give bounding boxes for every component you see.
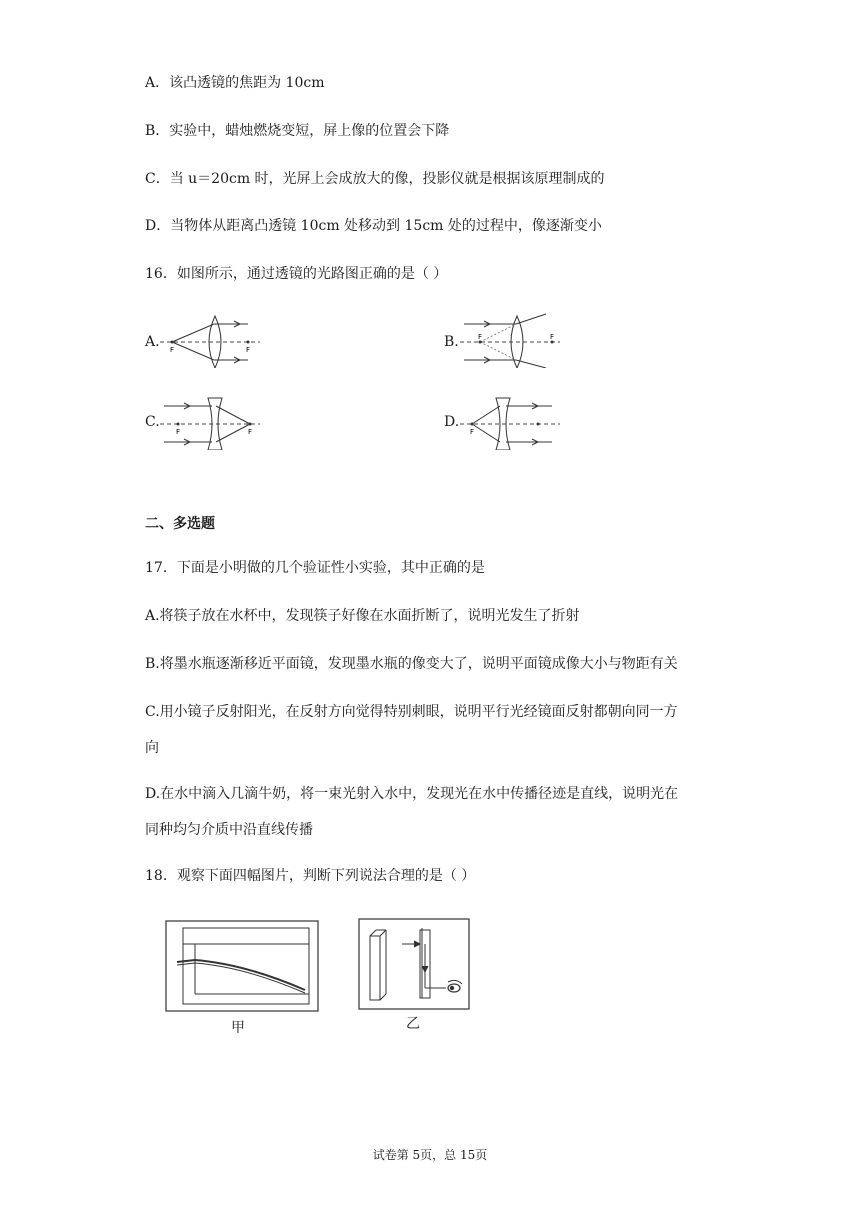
q15-option-a: A．该凸透镜的焦距为 10cm [145,75,325,91]
section-title: 二、多选题 [145,516,215,532]
q18-label-yi: 乙 [406,1016,420,1032]
q16-figure-b [460,312,560,368]
q15-option-d: D．当物体从距离凸透镜 10cm 处移动到 15cm 处的过程中，像逐渐变小 [145,218,602,234]
q16-label-d: D. [444,414,460,430]
q16-stem: 16．如图所示，通过透镜的光路图正确的是（ ） [145,266,448,282]
q18-label-jia: 甲 [231,1020,245,1036]
q16-figure-a [160,312,260,368]
q17-option-a: A.将筷子放在水杯中，发现筷子好像在水面折断了，说明光发生了折射 [145,608,580,624]
q16-c-focus-right: F [248,428,253,436]
q17-option-b: B.将墨水瓶逐渐移近平面镜，发现墨水瓶的像变大了，说明平面镜成像大小与物距有关 [145,656,678,672]
q17-stem: 17．下面是小明做的几个验证性小实验，其中正确的是 [145,560,485,576]
q15-option-b: B．实验中，蜡烛燃烧变短，屏上像的位置会下降 [145,123,450,139]
q18-figure-yi [358,918,470,1010]
q16-b-focus-right: F [550,333,555,341]
q18-figure-jia [165,920,320,1012]
q15-option-c: C．当 u＝20cm 时，光屏上会成放大的像，投影仪就是根据该原理制成的 [145,171,605,187]
q16-label-a: A. [145,334,160,350]
q17-option-d-line1: D.在水中滴入几滴牛奶，将一束光射入水中，发现光在水中传播径迹是直线，说明光在 [145,786,679,802]
q16-a-focus-right: F [246,346,251,354]
q16-d-focus-left: F [470,428,475,436]
q17-option-c-line2: 向 [145,740,159,756]
q16-a-focus-left: F [170,346,175,354]
q16-label-b: B. [444,334,459,350]
page-footer: 试卷第 5页，总 15页 [372,1148,488,1162]
q16-c-focus-left: F [176,428,181,436]
q18-stem: 18．观察下面四幅图片，判断下列说法合理的是（ ） [145,868,476,884]
q17-option-d-line2: 同种均匀介质中沿直线传播 [145,822,313,838]
q16-figure-d [460,394,560,450]
q16-figure-c [160,394,260,450]
q17-option-c-line1: C.用小镜子反射阳光，在反射方向觉得特别刺眼，说明平行光经镜面反射都朝向同一方 [145,704,678,720]
q16-label-c: C. [145,414,160,430]
q16-b-focus-left: F [478,333,483,341]
